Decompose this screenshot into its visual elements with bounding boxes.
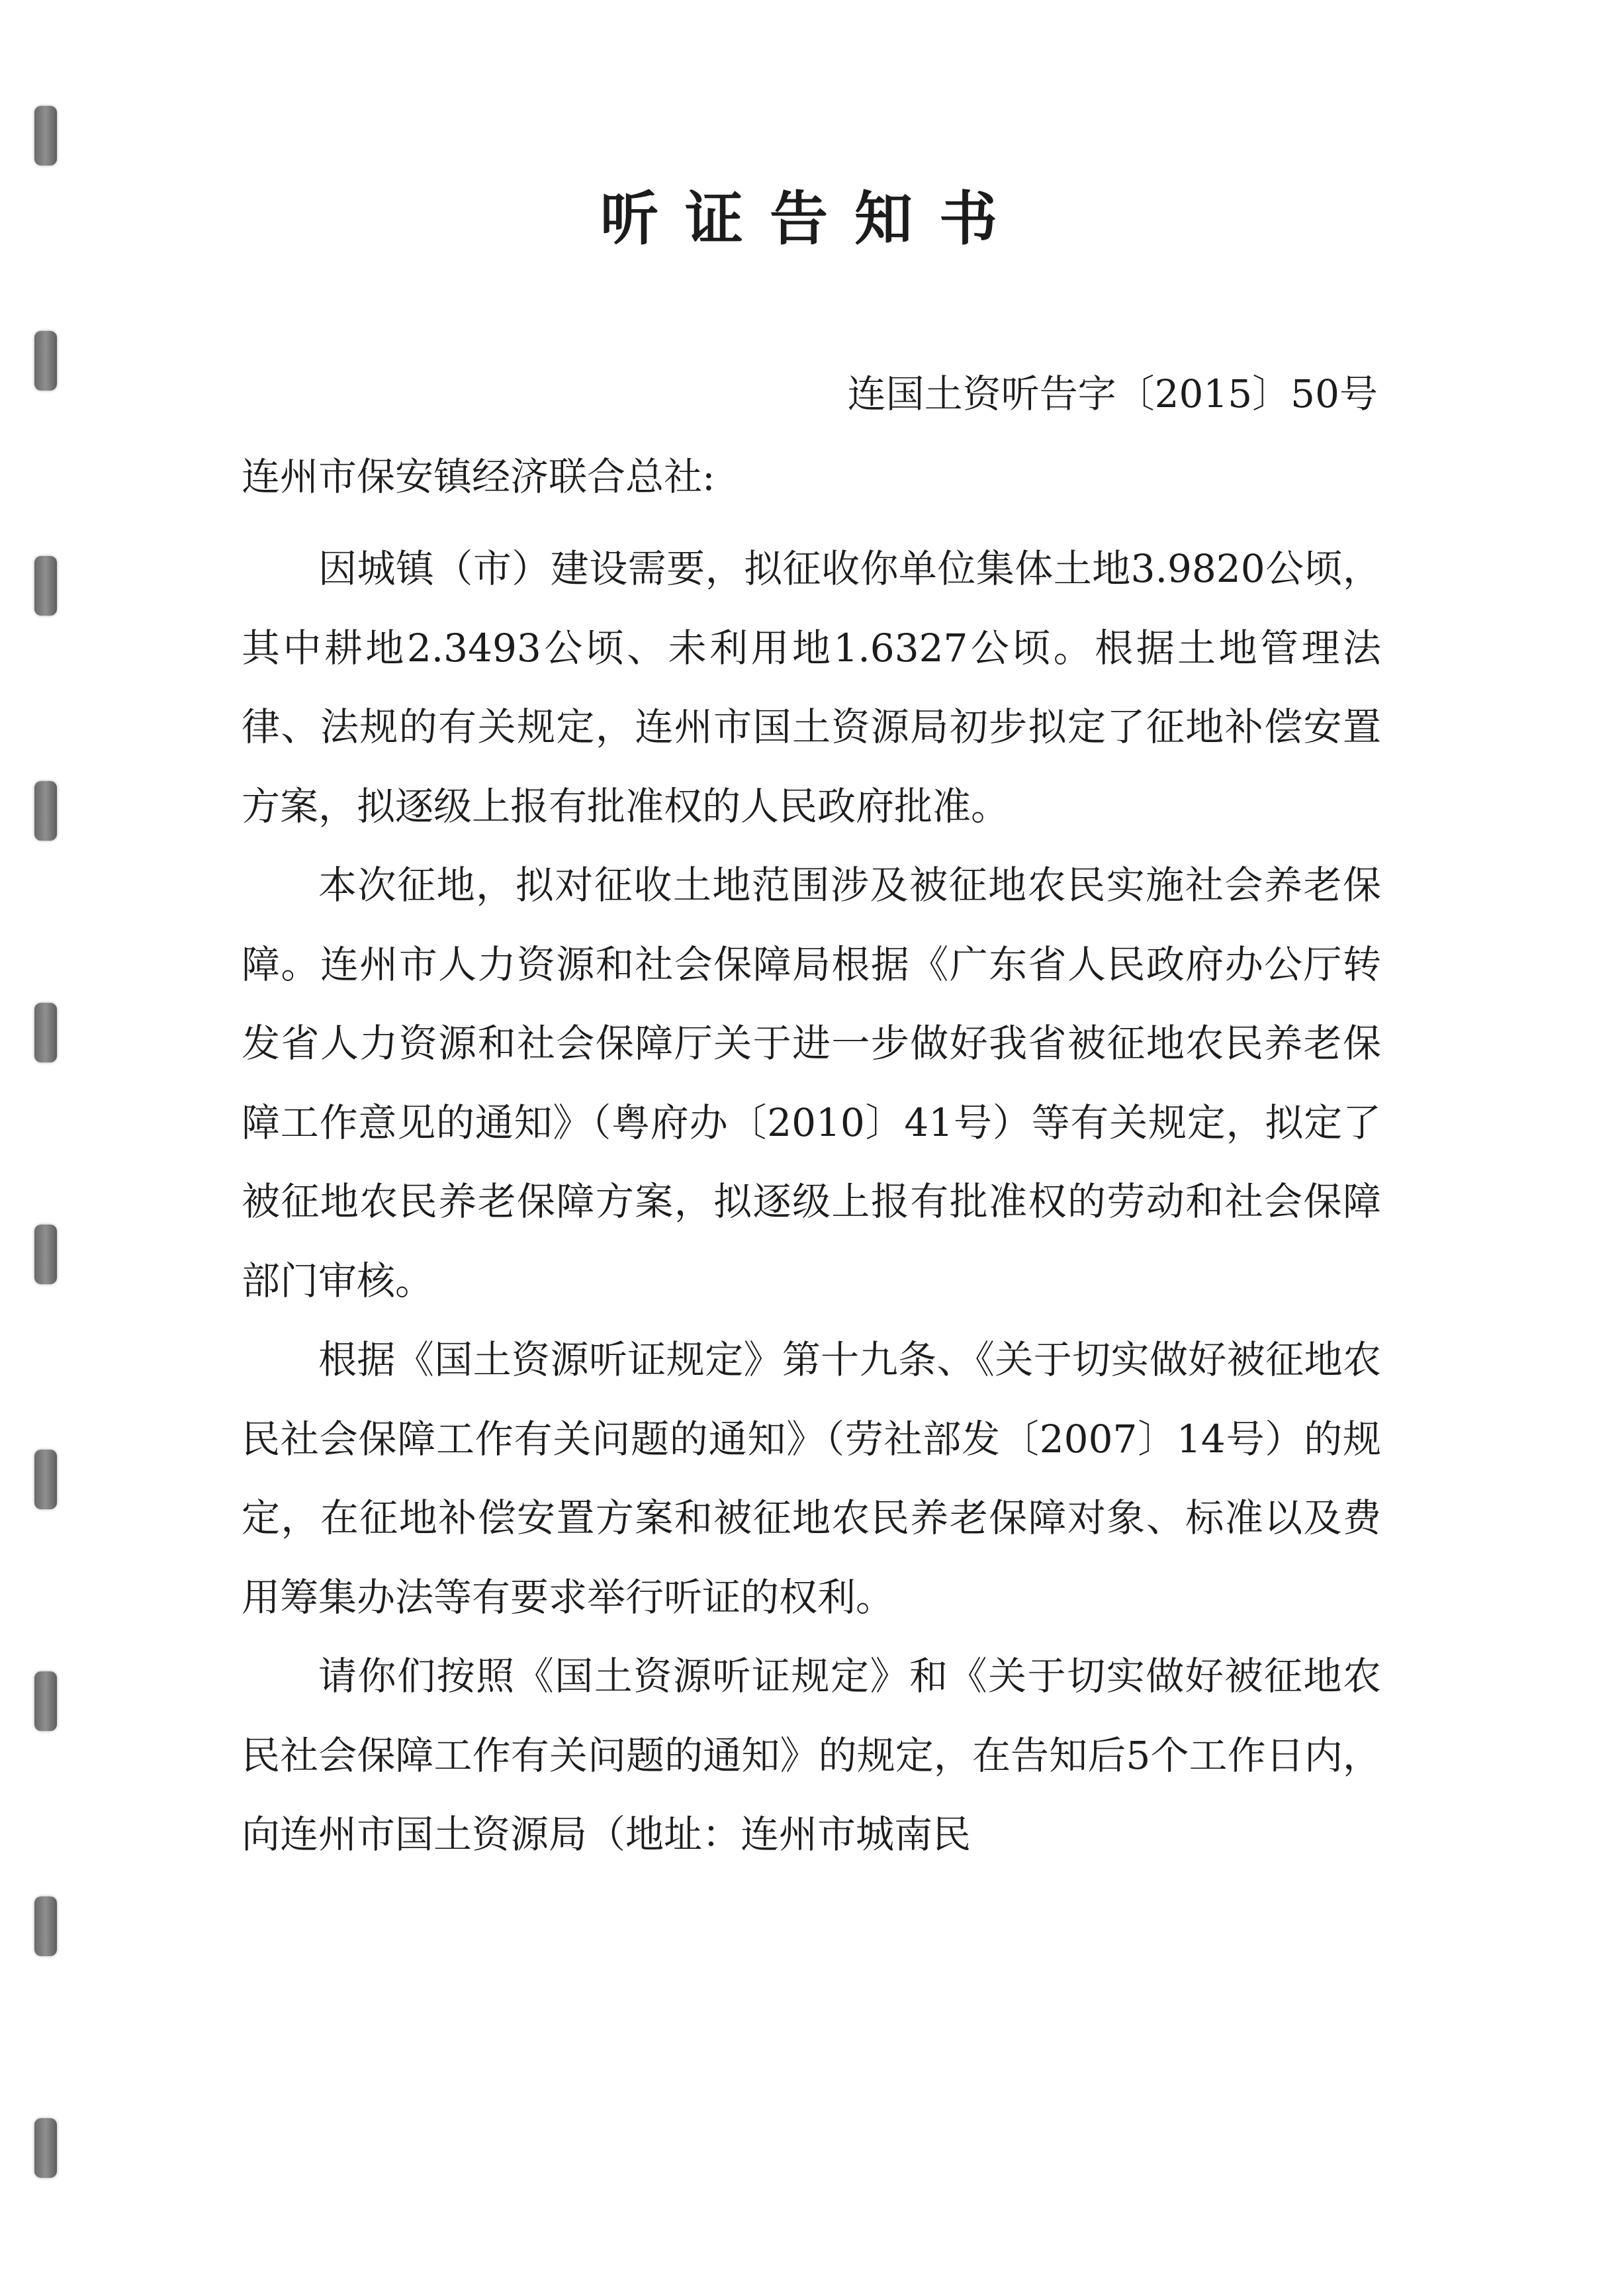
paragraph-4: 请你们按照《国土资源听证规定》和《关于切实做好被征地农民社会保障工作有关问题的通知》的规定，在告知后5个工作日内，向连州市国土资源局（地址：连州市城南民 [242,1654,1381,1857]
binding-holes [34,0,61,2289]
binding-hole [34,1896,57,1956]
addressee: 连州市保安镇经济联合总社: [242,454,715,499]
document-body [242,530,1381,1875]
binding-hole [34,556,57,616]
document-title: 听证告知书 [600,184,1024,253]
binding-hole [34,106,57,165]
binding-hole [34,1450,57,1509]
binding-hole [34,1671,57,1731]
binding-hole [34,781,57,841]
binding-hole [34,1225,57,1284]
binding-hole [34,2118,57,2178]
paragraph-1: 因城镇（市）建设需要，拟征收你单位集体土地3.9820公顷，其中耕地2.3493公顷、未利用地1.6327公顷。根据土地管理法律、法规的有关规定，连州市国土资源局初步拟定了征地补偿安置方案，拟逐级上报有批准权的人民政府批准。 [242,546,1381,829]
binding-hole [34,331,57,391]
document-number: 连国土资听告字〔2015〕50号 [847,371,1378,416]
paragraph-3: 根据《国土资源听证规定》第十九条、《关于切实做好被征地农民社会保障工作有关问题的通知》（劳社部发〔2007〕14号）的规定，在征地补偿安置方案和被征地农民养老保障对象、标准以及费用筹集办法等有要求举行听证的权利。 [242,1337,1381,1620]
paragraph-2: 本次征地，拟对征收土地范围涉及被征地农民实施社会养老保障。连州市人力资源和社会保障局根据《广东省人民政府办公厅转发省人力资源和社会保障厅关于进一步做好我省被征地农民养老保障工作意见的通知》（粤府办〔2010〕41号）等有关规定，拟定了被征地农民养老保障方案，拟逐级上报有批准权的劳动和社会保障部门审核。 [242,863,1381,1303]
binding-hole [34,1003,57,1062]
